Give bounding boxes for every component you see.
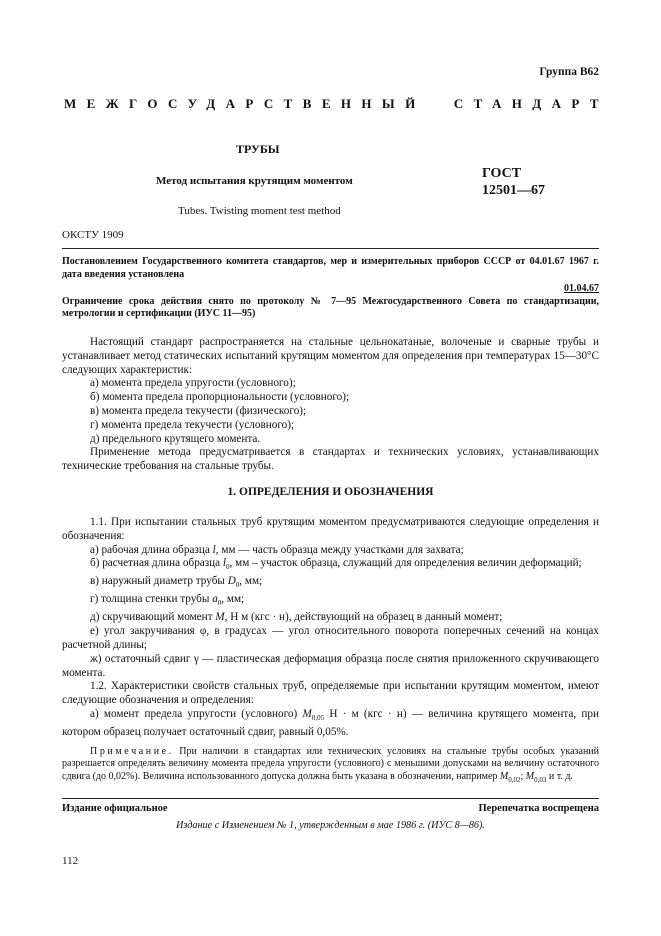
gost-label: ГОСТ — [482, 166, 522, 181]
definition-item-e: е) угол закручивания φ, в градусах — угол относительного поворота поперечных сечений на концах расчетной длины; — [62, 625, 599, 652]
section-heading: 1. ОПРЕДЕЛЕНИЯ И ОБОЗНАЧЕНИЯ — [227, 486, 434, 498]
standard-type-word-2: СТАНДАРТ — [453, 96, 609, 111]
group-label: Группа В62 — [539, 66, 599, 78]
section-1-body — [62, 516, 599, 787]
definition-item-d: д) скручивающий момент M, Н м (кгс · н), действующий на образец в данный момент; — [90, 611, 503, 624]
clause-1-1: 1.1. При испытании стальных труб крутящим моментом предусматриваются следующие определения и обозначения: — [62, 516, 599, 542]
decree-block — [62, 256, 599, 321]
definition-item-zh: ж) остаточный сдвиг γ — пластическая деформация образца после снятия приложенного скручивающего момента. — [62, 652, 599, 679]
list-item: в) момента предела текучести (физического); — [90, 404, 307, 417]
note-label: Примечание. — [90, 745, 174, 757]
oksty-code: ОКСТУ 1909 — [62, 229, 124, 241]
intro-paragraph: Настоящий стандарт распространяется на стальные цельнокатаные, волоченые и сварные трубы и устанавливает метод статических испытаний крутящим моментом для определения при температурах 15—30°С следующих характеристик: — [62, 336, 599, 376]
official-edition-label: Издание официальное — [62, 803, 168, 814]
header-divider — [62, 248, 599, 249]
gost-number: 12501—67 — [482, 183, 545, 198]
intro-application-paragraph: Применение метода предусматривается в стандартах и технических условиях, устанавливающих технические требования на стальные трубы. — [62, 446, 599, 473]
limitation-text: Ограничение срока действия снято по протоколу № 7—95 Межгосударственного Совета по стандартизации, метрологии и сертификации (ИУС 11—95) — [62, 295, 599, 320]
list-item: а) момента предела упругости (условного); — [90, 377, 296, 390]
reprint-prohibited-label: Перепечатка воспрещена — [478, 803, 599, 814]
standard-type-title — [64, 96, 609, 112]
definition-item-a: а) рабочая длина образца l, мм — часть образца между участками для захвата; — [90, 543, 464, 556]
definition-item-b: б) расчетная длина образца $l_0$, мм – участок образца, служащий для определения величин деформаций; — [90, 557, 582, 572]
list-item: б) момента предела пропорциональности (условного); — [90, 391, 350, 404]
footer-divider — [62, 798, 599, 799]
list-item: д) предельного крутящего момента. — [90, 432, 261, 445]
clause-1-2: 1.2. Характеристики свойств стальных труб, определяемые при испытании крутящим моментом, имеют следующие обозначения и определения: — [62, 680, 599, 707]
characteristic-item-a: а) момент предела упругости (условного) $M_{0,05}$ Н · м (кгс · н) — величина крутящего момента, при котором образец получает остаточный сдвиг, равный 0,05%. — [62, 708, 599, 739]
definition-item-g: г) толщина стенки трубы $a_0$, мм; — [90, 593, 245, 608]
document-title-english: Tubes. Twisting moment test method — [178, 205, 341, 217]
note-paragraph: Примечание. При наличии в стандартах или технических условиях на стальные трубы особых указаний разрешается определять величину момента предела упругости (условного) с меньшими допусками на величину остаточного сдвига (до 0,02%). Величина использованного допуска должна быть указана в обозначении, например $M_{0,02}$; $M_{0,03}$ и т. д. — [62, 745, 599, 785]
page-number: 112 — [62, 855, 79, 867]
intro-section — [62, 336, 599, 474]
definition-item-v: в) наружный диаметр трубы $D_0$, мм; — [90, 575, 263, 590]
decree-text: Постановлением Государственного комитета стандартов, мер и измерительных приборов СССР от 04.01.67 1967 г. дата введения установлена — [62, 256, 599, 280]
standard-type-word-1: МЕЖГОСУДАРСТВЕННЫЙ — [64, 96, 426, 111]
document-title: ТРУБЫ — [236, 142, 280, 156]
edition-note: Издание с Изменением № 1, утвержденным в мае 1986 г. (ИУС 8—86). — [176, 820, 485, 831]
gost-designation — [482, 165, 545, 199]
list-item: г) момента предела текучести (условного); — [90, 418, 295, 431]
document-subtitle: Метод испытания крутящим моментом — [156, 175, 353, 187]
decree-date: 01.04.67 — [564, 283, 599, 295]
